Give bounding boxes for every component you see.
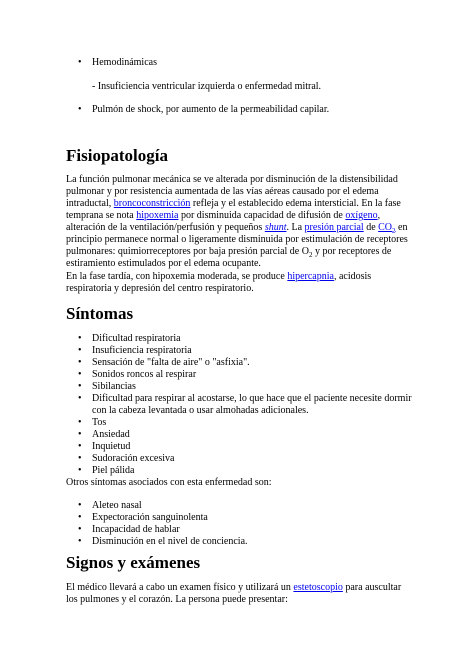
link-shunt[interactable]: shunt [264, 222, 287, 233]
link-co2[interactable]: $CO_2$ [378, 222, 396, 235]
list-item: • Sonidos roncos al respirar [66, 369, 416, 381]
list-item: • Expectoración sanguinolenta [66, 512, 416, 524]
list-item: • Piel pálida [66, 465, 416, 477]
heading-sintomas: Síntomas [66, 304, 134, 323]
link-hipercapnia[interactable]: hipercapnia [287, 271, 334, 282]
link-hipoxemia[interactable]: hipoxemia [136, 210, 179, 221]
link-estetoscopio[interactable]: estetoscopio [293, 582, 343, 593]
heading-fisiopatologia: Fisiopatología [66, 146, 169, 165]
list-item: • Sensación de "falta de aire" o "asfixia". [66, 357, 416, 369]
list-item: • Insuficiencia respiratoria [66, 345, 416, 357]
list-item: • Incapacidad de hablar [66, 524, 416, 536]
heading-signos-examenes: Signos y exámenes [66, 553, 201, 572]
sub-item-insuficiencia: - Insuficiencia ventricular izquierda o enfermedad mitral. [92, 81, 322, 92]
otros-sintomas-list [66, 500, 416, 548]
list-item: • Sibilancias [66, 381, 416, 393]
paragraph-otros-sintomas: Otros síntomas asociados con esta enfermedad son: [66, 477, 272, 488]
link-broncoconstriccion[interactable]: broncoconstricción [113, 198, 191, 209]
paragraph-fisiopatologia-2: En la fase tardía, con hipoxemia moderada, se produce hipercapnia, acidosis respiratoria y depresión del centro respiratorio. [66, 271, 372, 294]
list-item: • Aleteo nasal [66, 500, 416, 512]
paragraph-signos: El médico llevará a cabo un examen físico y utilizará un estetoscopio para auscultar los pulmones y el corazón. La persona puede presentar: [66, 582, 402, 605]
list-item-pulmon-shock: • Pulmón de shock, por aumento de la permeabilidad capilar. [92, 104, 329, 116]
sintomas-list [66, 333, 416, 477]
link-presion-parcial[interactable]: presión parcial [304, 222, 364, 233]
list-item: • Dificultad para respirar al acostarse, lo que hace que el paciente necesite dormir con la cabeza levantada o usar almohadas adicionales. [66, 393, 416, 417]
link-oxigeno[interactable]: oxígeno [345, 210, 378, 221]
list-item: • Ansiedad [66, 429, 416, 441]
paragraph-fisiopatologia-1: La función pulmonar mecánica se ve alterada por disminución de la distensibilidad pulmonar y por resistencia aumentada de las vías aéreas causado por el edema intraductal, broncoconstricción refleja y el establecido edema intersticial. En la fase temprana se nota hipoxemia por disminuida capacidad de difusión de oxígeno, alteración de la ventilación/perfusión y pequeños shunt. La presión parcial de $CO_2$ en principio permanece normal o ligeramente disminuida por estimulación de receptores pulmonares: quimiorreceptores por baja presión parcial de $O_2$ y por receptores de estiramiento estimulados por el edema ocupante. [66, 174, 408, 269]
list-item: • Sudoración excesiva [66, 453, 416, 465]
list-item-hemodinamicas: • Hemodinámicas [92, 57, 157, 69]
list-item: • Disminución en el nivel de conciencia. [66, 536, 416, 548]
list-item: • Inquietud [66, 441, 416, 453]
list-item: • Dificultad respiratoria [66, 333, 416, 345]
list-item: • Tos [66, 417, 416, 429]
